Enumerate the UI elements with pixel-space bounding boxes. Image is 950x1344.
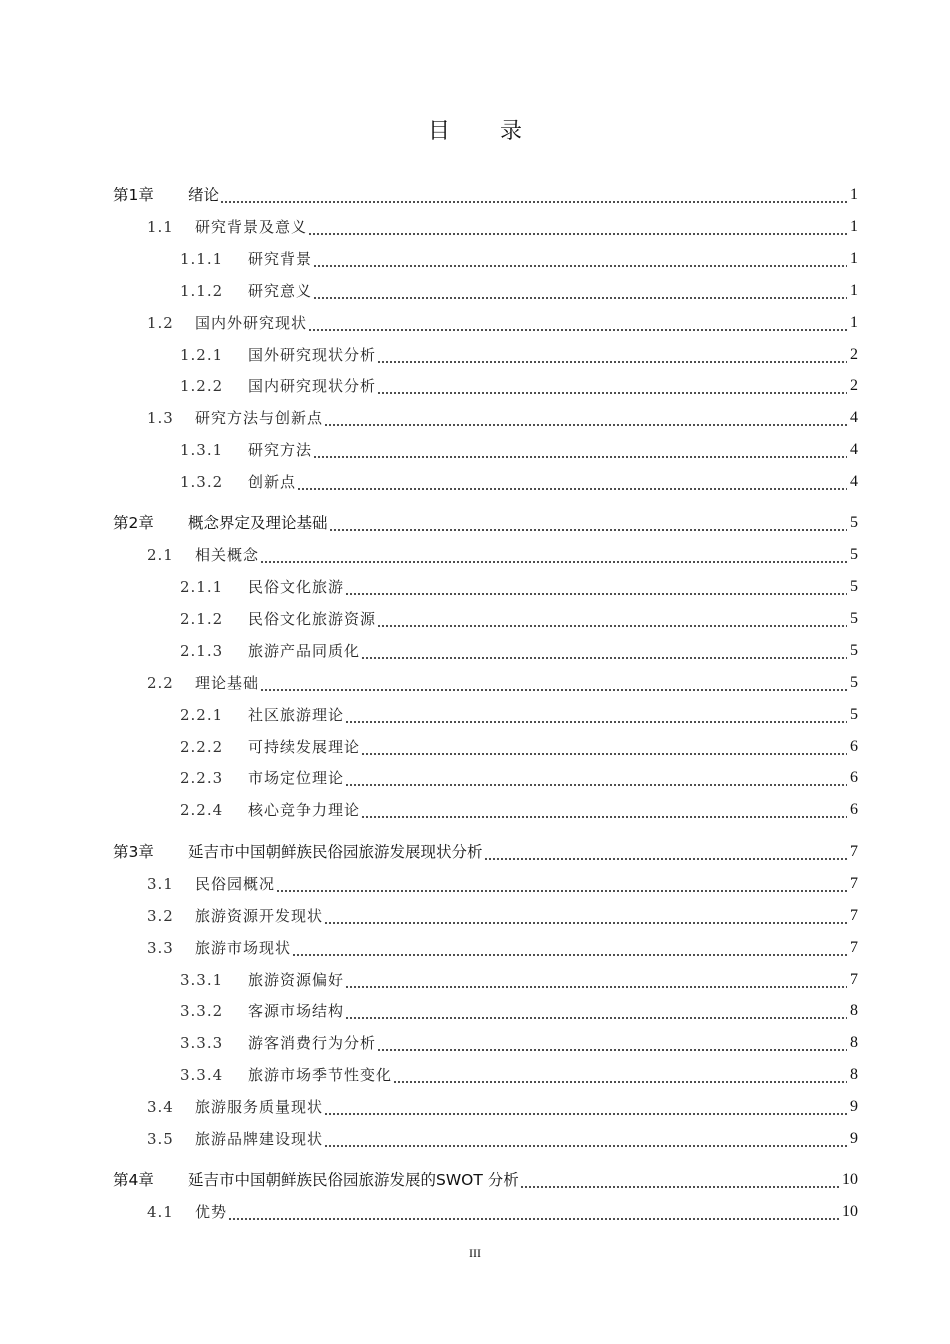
toc-number: 3.2 bbox=[147, 907, 174, 925]
toc-entry-section[interactable] bbox=[147, 904, 858, 928]
toc-title: 研究意义 bbox=[248, 282, 313, 300]
toc-number: 3.3.1 bbox=[180, 971, 224, 989]
toc-entry-chapter[interactable] bbox=[113, 511, 858, 535]
toc-entry-subsection[interactable] bbox=[180, 438, 858, 462]
toc-page-number: 7 bbox=[850, 971, 858, 988]
toc-entry-subsection[interactable] bbox=[180, 247, 858, 271]
toc-number: 1.2 bbox=[147, 314, 174, 332]
toc-number: 4.1 bbox=[147, 1203, 174, 1221]
toc-title: 延吉市中国朝鲜族民俗园旅游发展现状分析 bbox=[188, 843, 483, 861]
dot-leader bbox=[345, 703, 847, 727]
toc-title: 核心竞争力理论 bbox=[248, 801, 361, 819]
toc-number: 2.2.4 bbox=[180, 801, 224, 819]
dot-leader bbox=[345, 968, 847, 992]
toc-entry-subsection[interactable] bbox=[180, 999, 858, 1023]
toc-page-number: 5 bbox=[850, 706, 858, 723]
dot-leader bbox=[361, 735, 847, 759]
toc-title: 市场定位理论 bbox=[248, 769, 345, 787]
toc-page-number: 8 bbox=[850, 1002, 858, 1019]
dot-leader bbox=[393, 1063, 847, 1087]
dot-leader bbox=[308, 215, 847, 239]
toc-page-number: 8 bbox=[850, 1034, 858, 1051]
toc-page-number: 6 bbox=[850, 801, 858, 818]
dot-leader bbox=[313, 247, 847, 271]
page-title bbox=[0, 116, 950, 148]
dot-leader bbox=[377, 343, 847, 367]
dot-leader bbox=[324, 1127, 847, 1151]
dot-leader bbox=[276, 872, 847, 896]
toc-page-number: 4 bbox=[850, 409, 858, 426]
toc-title: 创新点 bbox=[248, 473, 297, 491]
toc-entry-section[interactable] bbox=[147, 936, 858, 960]
toc-title: 国内研究现状分析 bbox=[248, 377, 377, 395]
toc-number: 2.2 bbox=[147, 674, 174, 692]
dot-leader bbox=[324, 904, 847, 928]
toc-title: 旅游服务质量现状 bbox=[195, 1098, 324, 1116]
toc-title: 社区旅游理论 bbox=[248, 706, 345, 724]
toc-entry-section[interactable] bbox=[147, 311, 858, 335]
toc-number: 3.3.3 bbox=[180, 1034, 224, 1052]
dot-leader bbox=[313, 279, 847, 303]
dot-leader bbox=[377, 1031, 847, 1055]
toc-page-number: 7 bbox=[850, 843, 858, 860]
toc-title: 民俗文化旅游资源 bbox=[248, 610, 377, 628]
toc-entry-subsection[interactable] bbox=[180, 766, 858, 790]
title-char-1: 目 bbox=[427, 119, 450, 144]
toc-number: 3.3.2 bbox=[180, 1002, 224, 1020]
toc-page-number: 5 bbox=[850, 674, 858, 691]
toc-title: 民俗园概况 bbox=[195, 875, 276, 893]
toc-number: 3.4 bbox=[147, 1098, 174, 1116]
toc-page-number: 5 bbox=[850, 514, 858, 531]
dot-leader bbox=[345, 766, 847, 790]
toc-entry-section[interactable] bbox=[147, 543, 858, 567]
toc-title: 概念界定及理论基础 bbox=[188, 514, 328, 532]
dot-leader bbox=[377, 374, 847, 398]
toc-page-number: 7 bbox=[850, 907, 858, 924]
toc-title: 旅游产品同质化 bbox=[248, 642, 361, 660]
toc-entry-section[interactable] bbox=[147, 872, 858, 896]
toc-page-number: 5 bbox=[850, 578, 858, 595]
toc-entry-chapter[interactable] bbox=[113, 840, 858, 864]
dot-leader bbox=[345, 575, 847, 599]
toc-page-number: 10 bbox=[842, 1171, 858, 1188]
toc-entry-chapter[interactable] bbox=[113, 183, 858, 207]
toc-number: 1.1.2 bbox=[180, 282, 224, 300]
toc-entry-subsection[interactable] bbox=[180, 607, 858, 631]
toc-number: 1.3.2 bbox=[180, 473, 224, 491]
toc-page-number: 1 bbox=[850, 218, 858, 235]
toc-title: 研究背景及意义 bbox=[195, 218, 308, 236]
toc-number: 第2章 bbox=[113, 514, 154, 532]
toc-page-number: 4 bbox=[850, 441, 858, 458]
dot-leader bbox=[324, 1095, 847, 1119]
toc-entry-subsection[interactable] bbox=[180, 1031, 858, 1055]
toc-entry-subsection[interactable] bbox=[180, 374, 858, 398]
dot-leader bbox=[313, 438, 847, 462]
toc-number: 第4章 bbox=[113, 1171, 154, 1189]
dot-leader bbox=[297, 470, 847, 494]
toc-page-number: 6 bbox=[850, 738, 858, 755]
toc-entry-section[interactable] bbox=[147, 1127, 858, 1151]
toc-page-number: 2 bbox=[850, 377, 858, 394]
toc-page-number: 7 bbox=[850, 939, 858, 956]
toc-number: 1.2.2 bbox=[180, 377, 224, 395]
toc-number: 1.3 bbox=[147, 409, 174, 427]
footer-page-number: III bbox=[469, 1246, 481, 1260]
toc-number: 1.2.1 bbox=[180, 346, 224, 364]
toc-entry-subsection[interactable] bbox=[180, 703, 858, 727]
toc-entry-subsection[interactable] bbox=[180, 279, 858, 303]
toc-title: 研究方法与创新点 bbox=[195, 409, 324, 427]
toc-page-number: 9 bbox=[850, 1130, 858, 1147]
toc-entry-subsection[interactable] bbox=[180, 639, 858, 663]
toc-page-number: 9 bbox=[850, 1098, 858, 1115]
toc-number: 第1章 bbox=[113, 186, 154, 204]
toc-title: 优势 bbox=[195, 1203, 228, 1221]
toc-title: 国内外研究现状 bbox=[195, 314, 308, 332]
toc-page-number: 10 bbox=[842, 1203, 858, 1220]
title-char-2: 录 bbox=[500, 119, 523, 144]
dot-leader bbox=[308, 311, 847, 335]
toc-number: 3.3 bbox=[147, 939, 174, 957]
toc-title: 理论基础 bbox=[195, 674, 260, 692]
toc-title: 绪论 bbox=[188, 186, 220, 204]
toc-page-number: 1 bbox=[850, 314, 858, 331]
dot-leader bbox=[324, 406, 847, 430]
toc-title: 可持续发展理论 bbox=[248, 738, 361, 756]
toc-page-number: 7 bbox=[850, 875, 858, 892]
toc-title: 研究背景 bbox=[248, 250, 313, 268]
toc-number: 3.1 bbox=[147, 875, 174, 893]
toc-title: 游客消费行为分析 bbox=[248, 1034, 377, 1052]
toc-page-number: 6 bbox=[850, 769, 858, 786]
toc-entry-section[interactable] bbox=[147, 215, 858, 239]
toc-number: 2.1.3 bbox=[180, 642, 224, 660]
toc-page-number: 5 bbox=[850, 546, 858, 563]
dot-leader bbox=[345, 999, 847, 1023]
toc-title: 民俗文化旅游 bbox=[248, 578, 345, 596]
toc-title: 旅游资源开发现状 bbox=[195, 907, 324, 925]
toc-page-number: 5 bbox=[850, 642, 858, 659]
toc-title: 延吉市中国朝鲜族民俗园旅游发展的SWOT 分析 bbox=[188, 1171, 519, 1189]
toc-page-number: 1 bbox=[850, 282, 858, 299]
toc-entry-subsection[interactable] bbox=[180, 343, 858, 367]
dot-leader bbox=[484, 840, 847, 864]
toc-entry-subsection[interactable] bbox=[180, 798, 858, 822]
toc-entry-section[interactable] bbox=[147, 671, 858, 695]
dot-leader bbox=[292, 936, 847, 960]
dot-leader bbox=[220, 183, 847, 207]
dot-leader bbox=[361, 639, 847, 663]
toc-number: 2.1.1 bbox=[180, 578, 224, 596]
toc-page-number: 5 bbox=[850, 610, 858, 627]
toc-entry-chapter[interactable] bbox=[113, 1168, 858, 1192]
toc-page-number: 8 bbox=[850, 1066, 858, 1083]
toc-number: 3.3.4 bbox=[180, 1066, 224, 1084]
toc-title: 旅游资源偏好 bbox=[248, 971, 345, 989]
toc-title: 客源市场结构 bbox=[248, 1002, 345, 1020]
dot-leader bbox=[260, 543, 847, 567]
toc-entry-subsection[interactable] bbox=[180, 470, 858, 494]
toc-title: 旅游品牌建设现状 bbox=[195, 1130, 324, 1148]
toc-title: 相关概念 bbox=[195, 546, 260, 564]
toc-number: 1.1.1 bbox=[180, 250, 224, 268]
toc-title: 旅游市场季节性变化 bbox=[248, 1066, 393, 1084]
dot-leader bbox=[377, 607, 847, 631]
dot-leader bbox=[520, 1168, 840, 1192]
toc-entry-subsection[interactable] bbox=[180, 575, 858, 599]
toc-title: 研究方法 bbox=[248, 441, 313, 459]
toc-number: 2.2.2 bbox=[180, 738, 224, 756]
toc-entry-section[interactable] bbox=[147, 1200, 858, 1224]
dot-leader bbox=[329, 511, 847, 535]
dot-leader bbox=[361, 798, 847, 822]
toc-number: 3.5 bbox=[147, 1130, 174, 1148]
toc-page-number: 4 bbox=[850, 473, 858, 490]
toc-number: 2.2.3 bbox=[180, 769, 224, 787]
toc-number: 1.3.1 bbox=[180, 441, 224, 459]
dot-leader bbox=[228, 1200, 840, 1224]
toc-number: 2.2.1 bbox=[180, 706, 224, 724]
toc-title: 国外研究现状分析 bbox=[248, 346, 377, 364]
toc-entry-subsection[interactable] bbox=[180, 968, 858, 992]
dot-leader bbox=[260, 671, 847, 695]
toc-number: 2.1 bbox=[147, 546, 174, 564]
toc-entry-subsection[interactable] bbox=[180, 1063, 858, 1087]
toc-title: 旅游市场现状 bbox=[195, 939, 292, 957]
toc-page-number: 2 bbox=[850, 346, 858, 363]
toc-page-number: 1 bbox=[850, 186, 858, 203]
toc-entry-section[interactable] bbox=[147, 1095, 858, 1119]
toc-number: 2.1.2 bbox=[180, 610, 224, 628]
toc-entry-subsection[interactable] bbox=[180, 735, 858, 759]
toc-number: 1.1 bbox=[147, 218, 174, 236]
toc-entry-section[interactable] bbox=[147, 406, 858, 430]
toc-number: 第3章 bbox=[113, 843, 154, 861]
toc-page-number: 1 bbox=[850, 250, 858, 267]
